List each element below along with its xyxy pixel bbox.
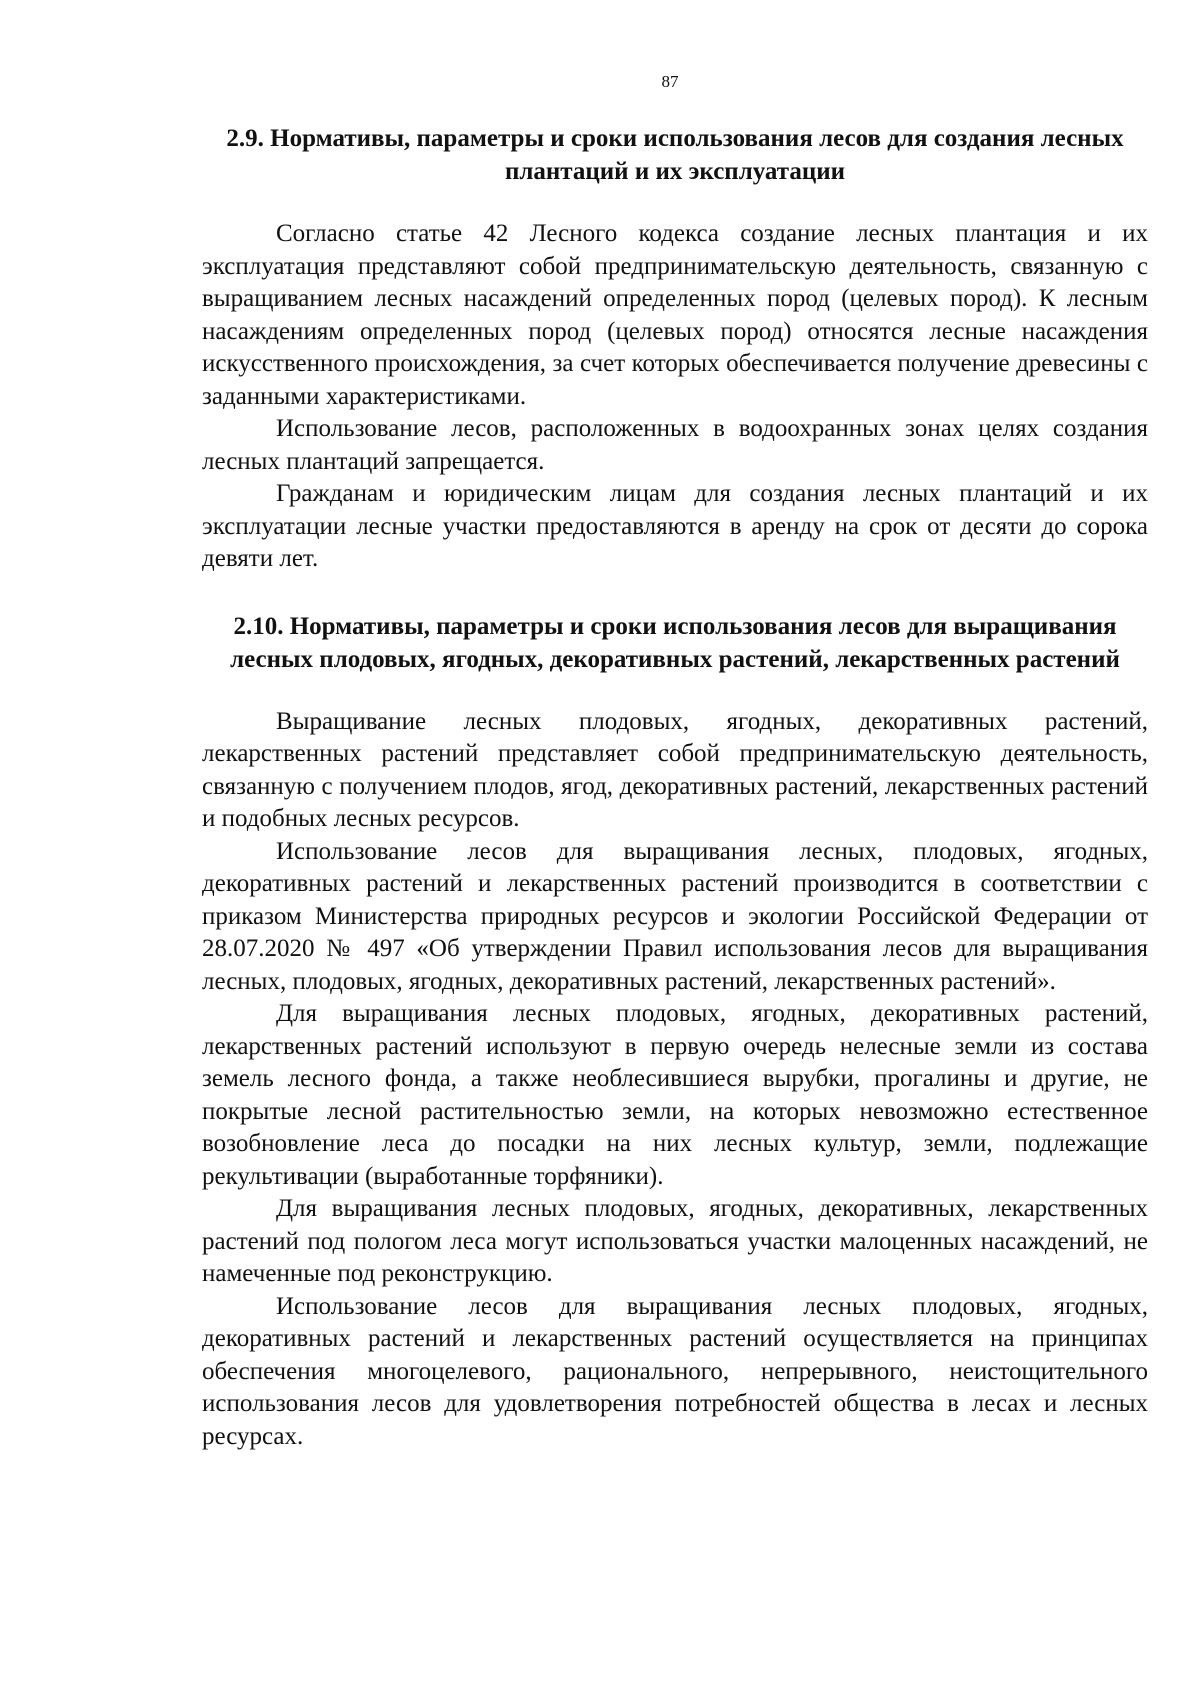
section-2-9 xyxy=(202,122,1148,576)
page-content xyxy=(202,122,1148,1453)
paragraph: Гражданам и юридическим лицам для создания лесных плантаций и их эксплуатации лесные участки предоставляются в аренду на срок от десяти до сорока девяти лет. xyxy=(202,480,1148,572)
paragraph: Использование лесов для выращивания лесных плодовых, ягодных, декоративных растений и лекарственных растений осуществляется на принципах обеспечения многоцелевого, рационального, непрерывного, неистощительного использования лесов для удовлетворения потребностей общества в лесах и лесных ресурсах. xyxy=(202,1292,1148,1450)
paragraph: Для выращивания лесных плодовых, ягодных, декоративных, лекарственных растений под пологом леса могут использоваться участки малоценных насаждений, не намеченные под реконструкцию. xyxy=(202,1195,1148,1287)
section-heading: 2.10. Нормативы, параметры и сроки использования лесов для выращивания лесных плодовых, ягодных, декоративных растений, лекарственных растений xyxy=(230,612,1120,673)
paragraph: Согласно статье 42 Лесного кодекса создание лесных плантация и их эксплуатация представляют собой предпринимательскую деятельность, связанную с выращиванием лесных насаждений определенных пород (целевых пород). К лесным насаждениям определенных пород (целевых пород) относятся лесные насаждения искусственного происхождения, за счет которых обеспечивается получение древесины с заданными характеристиками. xyxy=(202,220,1148,410)
section-heading: 2.9. Нормативы, параметры и сроки использования лесов для создания лесных плантаций и их эксплуатации xyxy=(226,125,1124,185)
section-2-10 xyxy=(202,610,1148,1454)
paragraph: Для выращивания лесных плодовых, ягодных, декоративных растений, лекарственных растений используют в первую очередь нелесные земли из состава земель лесного фонда, а также необлесившиеся вырубки, прогалины и другие, не покрытые лесной растительностью земли, на которых невозможно естественное возобновление леса до посадки на них лесных культур, земли, подлежащие рекультивации (выработанные торфяники). xyxy=(202,1000,1148,1190)
page-number: 87 xyxy=(661,72,679,91)
paragraph: Использование лесов для выращивания лесных, плодовых, ягодных, декоративных растений и лекарственных растений производится в соответствии с приказом Министерства природных ресурсов и экологии Российской Федерации от 28.07.2020 № 497 «Об утверждении Правил использования лесов для выращивания лесных, плодовых, ягодных, декоративных растений, лекарственных растений». xyxy=(202,837,1148,995)
paragraph: Выращивание лесных плодовых, ягодных, декоративных растений, лекарственных растений представляет собой предпринимательскую деятельность, связанную с получением плодов, ягод, декоративных растений, лекарственных растений и подобных лесных ресурсов. xyxy=(202,707,1148,832)
paragraph: Использование лесов, расположенных в водоохранных зонах целях создания лесных плантаций запрещается. xyxy=(202,415,1148,475)
